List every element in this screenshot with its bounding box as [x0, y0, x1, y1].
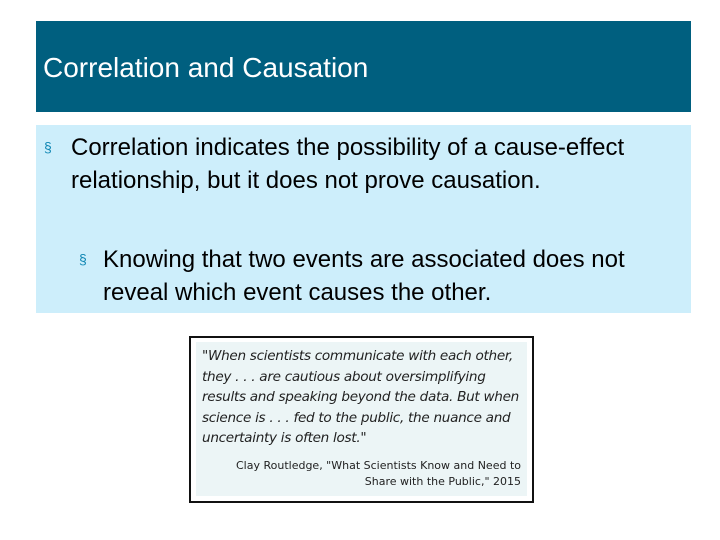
quote-attribution — [236, 458, 521, 490]
quote-line: results and speaking beyond the data. But when — [202, 389, 519, 406]
attribution-line: Clay Routledge, "What Scientists Know and Need to — [235, 459, 521, 472]
bullet-level2: Knowing that two events are associated does not reveal which event causes the other. — [103, 246, 625, 306]
slide-title: Correlation and Causation — [43, 52, 369, 83]
quote-line: science is . . . fed to the public, the nuance and — [202, 409, 511, 426]
title-bar — [36, 21, 691, 112]
quote-image — [189, 336, 534, 503]
attribution-line: Share with the Public," 2015 — [364, 475, 521, 488]
quote-line: "When scientists communicate with each other, — [202, 348, 513, 364]
sub-bullet-marker: § — [79, 251, 87, 267]
quote-line: uncertainty is often lost." — [202, 430, 367, 447]
quote-card — [196, 342, 527, 496]
quote-line: they . . . are cautious about oversimplifying — [202, 368, 486, 385]
bullet-level1: Correlation indicates the possibility of a cause-effect relationship, but it does not prove causation. — [71, 134, 625, 194]
content-box — [36, 125, 691, 313]
bullet-marker: § — [44, 139, 52, 155]
quote-text — [202, 346, 524, 449]
